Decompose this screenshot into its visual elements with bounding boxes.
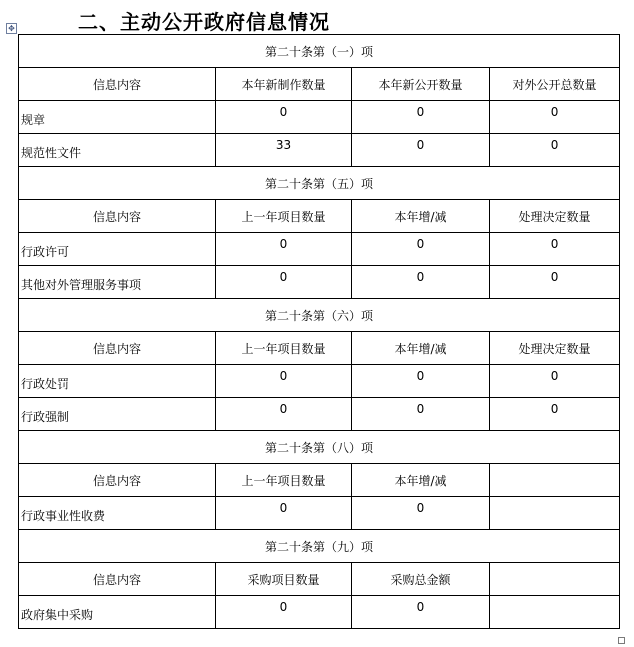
table-row [19, 134, 620, 167]
cell-value: 0 [490, 101, 620, 134]
section-title: 第二十条第（五）项 [19, 167, 620, 200]
column-header: 信息内容 [19, 332, 216, 365]
page-title: 二、主动公开政府信息情况 [78, 10, 330, 34]
column-header: 本年增/减 [352, 200, 490, 233]
cell-value: 0 [216, 497, 352, 530]
header-row [19, 68, 620, 101]
disclosure-table [18, 34, 620, 629]
row-label: 行政事业性收费 [19, 497, 216, 530]
cell-value: 0 [216, 365, 352, 398]
cell-value: 0 [490, 233, 620, 266]
column-header: 上一年项目数量 [216, 464, 352, 497]
cell-value: 0 [216, 398, 352, 431]
table-row [19, 497, 620, 530]
section-title-row [19, 299, 620, 332]
column-header: 上一年项目数量 [216, 332, 352, 365]
section-title: 第二十条第（八）项 [19, 431, 620, 464]
cell-value: 0 [352, 233, 490, 266]
cell-value: 0 [352, 596, 490, 629]
cell-value: 0 [352, 398, 490, 431]
column-header: 信息内容 [19, 563, 216, 596]
cell-value: 0 [352, 365, 490, 398]
section-title-row [19, 35, 620, 68]
cell-value: 0 [490, 365, 620, 398]
cell-value: 33 [216, 134, 352, 167]
cell-value: 0 [352, 266, 490, 299]
column-header: 采购项目数量 [216, 563, 352, 596]
table-row [19, 398, 620, 431]
column-header: 处理决定数量 [490, 200, 620, 233]
column-header: 本年增/减 [352, 464, 490, 497]
column-header: 本年新制作数量 [216, 68, 352, 101]
cell-value: 0 [490, 398, 620, 431]
table-row [19, 596, 620, 629]
table-row [19, 266, 620, 299]
column-header: 处理决定数量 [490, 332, 620, 365]
cell-value: 0 [216, 101, 352, 134]
cell-value [490, 596, 620, 629]
column-header: 本年增/减 [352, 332, 490, 365]
table-row [19, 365, 620, 398]
cell-value: 0 [490, 134, 620, 167]
section-title-row [19, 167, 620, 200]
cell-value [490, 497, 620, 530]
row-label: 规章 [19, 101, 216, 134]
section-title-row [19, 530, 620, 563]
column-header: 采购总金额 [352, 563, 490, 596]
column-header [490, 464, 620, 497]
cell-value: 0 [216, 596, 352, 629]
column-header: 信息内容 [19, 200, 216, 233]
table-row [19, 101, 620, 134]
row-label: 其他对外管理服务事项 [19, 266, 216, 299]
section-title-row [19, 431, 620, 464]
section-title: 第二十条第（六）项 [19, 299, 620, 332]
column-header: 信息内容 [19, 464, 216, 497]
table-move-handle-icon[interactable]: ✥ [6, 23, 17, 34]
row-label: 政府集中采购 [19, 596, 216, 629]
header-row [19, 563, 620, 596]
cell-value: 0 [352, 134, 490, 167]
cell-value: 0 [352, 497, 490, 530]
row-label: 行政强制 [19, 398, 216, 431]
cell-value: 0 [352, 101, 490, 134]
column-header: 本年新公开数量 [352, 68, 490, 101]
cell-value: 0 [216, 266, 352, 299]
cell-value: 0 [216, 233, 352, 266]
section-title: 第二十条第（九）项 [19, 530, 620, 563]
row-label: 行政许可 [19, 233, 216, 266]
section-title: 第二十条第（一）项 [19, 35, 620, 68]
table-resize-handle[interactable] [618, 637, 625, 644]
column-header: 上一年项目数量 [216, 200, 352, 233]
table-row [19, 233, 620, 266]
header-row [19, 332, 620, 365]
column-header [490, 563, 620, 596]
row-label: 规范性文件 [19, 134, 216, 167]
row-label: 行政处罚 [19, 365, 216, 398]
header-row [19, 200, 620, 233]
header-row [19, 464, 620, 497]
column-header: 信息内容 [19, 68, 216, 101]
column-header: 对外公开总数量 [490, 68, 620, 101]
cell-value: 0 [490, 266, 620, 299]
table-body [19, 35, 620, 629]
